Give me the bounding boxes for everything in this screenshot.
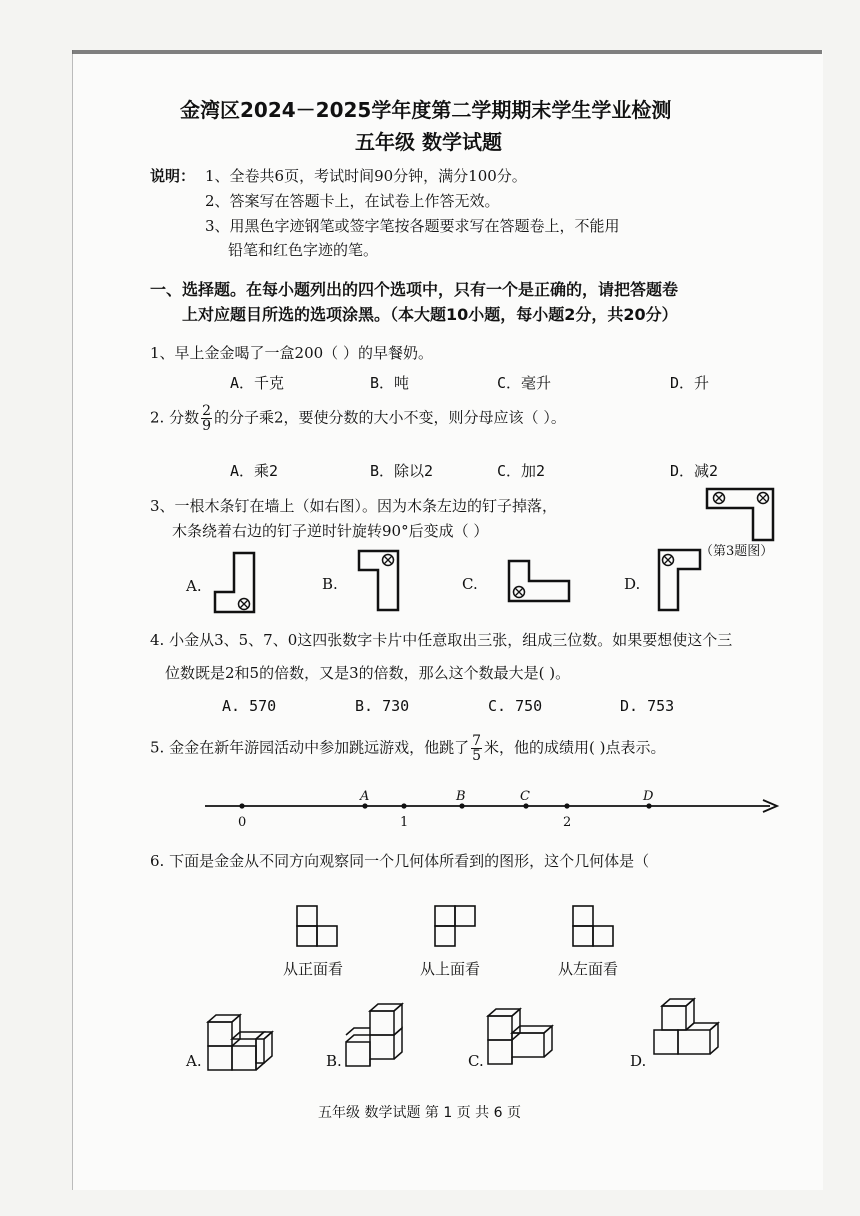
page-footer: 五年级 数学试题 第 1 页 共 6 页 [318, 1105, 521, 1121]
q6-option-a-figure [204, 1012, 280, 1074]
note-3-cont: 铅笔和红色字迹的笔。 [228, 241, 379, 259]
point-label-a: A [360, 789, 370, 804]
q6-option-c-label: C. [468, 1052, 484, 1070]
q4-line2: 位数既是2和5的倍数，又是3的倍数，那么这个数最大是( )。 [165, 664, 571, 682]
note-1: 1、全卷共6页，考试时间90分钟，满分100分。 [205, 167, 527, 185]
front-view-figure [296, 905, 340, 949]
q5-fraction [471, 734, 482, 763]
q3-option-c-label: C. [462, 575, 478, 593]
q2-frac-den: 9 [202, 418, 212, 434]
point-label-d: D [643, 789, 654, 804]
notes-label: 说明： [150, 167, 196, 185]
note-3: 3、用黑色字迹钢笔或签字笔按各题要求写在答题卷上，不能用 [205, 217, 620, 235]
note-2: 2、答案写在答题卡上，在试卷上作答无效。 [205, 192, 500, 210]
q2-text [150, 404, 566, 433]
q2-option-d: D．减2 [670, 462, 719, 480]
q1-option-a: A．千克 [230, 374, 285, 392]
q3-figure-caption: （第3题图） [700, 544, 774, 559]
q4-option-d: D. 753 [620, 697, 675, 715]
scan-top-edge [72, 50, 822, 54]
q4-option-c: C. 750 [488, 697, 543, 715]
q2-frac-num: 2 [202, 403, 212, 419]
nail-icon [758, 493, 769, 504]
tick-label-0: 0 [238, 815, 247, 830]
top-view-caption: 从上面看 [420, 960, 481, 978]
q5-prefix: 5. 金金在新年游园活动中参加跳远游戏，他跳了 [150, 738, 470, 757]
q3-option-d-label: D. [624, 575, 641, 593]
q6-option-a-label: A. [186, 1052, 202, 1070]
q3-line2: 木条绕着右边的钉子逆时针旋转90°后变成（ ） [172, 522, 489, 540]
q5-frac-den: 5 [472, 748, 482, 764]
q6-option-b-label: B. [326, 1052, 342, 1070]
q2-option-a: A．乘2 [230, 462, 279, 480]
q6-text: 6. 下面是金金从不同方向观察同一个几何体所看到的图形，这个几何体是（ [150, 852, 650, 870]
tick-label-1: 1 [400, 815, 409, 830]
left-view-figure [572, 905, 616, 949]
q1-option-d: D．升 [670, 374, 710, 392]
q3-option-c-figure [508, 560, 572, 604]
section1-heading-cont: 上对应题目所选的选项涂黑。（本大题10小题，每小题2分，共20分） [182, 305, 678, 324]
q3-option-a-label: A. [186, 577, 202, 595]
q3-option-d-figure [658, 549, 706, 613]
q3-option-b-figure [358, 550, 406, 612]
point-label-b: B [456, 789, 466, 804]
q3-option-a-figure [214, 552, 262, 614]
tick-label-2: 2 [563, 815, 572, 830]
q3-line1: 3、一根木条钉在墙上（如右图）。因为木条左边的钉子掉落， [150, 497, 558, 515]
q5-frac-num: 7 [472, 733, 482, 749]
q3-option-b-label: B. [322, 575, 338, 593]
exam-title: 金湾区2024－2025学年度第二学期期末学生学业检测 [180, 98, 672, 122]
point-label-c: C [520, 789, 530, 804]
q4-option-b: B. 730 [355, 697, 410, 715]
q5-text [150, 734, 666, 763]
nail-icon [714, 493, 725, 504]
q5-number-line [200, 786, 785, 836]
q4-line1: 4. 小金从3、5、7、0这四张数字卡片中任意取出三张，组成三位数。如果要想使这个三 [150, 631, 733, 649]
q6-option-d-figure [650, 998, 726, 1070]
q1-option-b: B．吨 [370, 374, 410, 392]
left-view-caption: 从左面看 [558, 960, 619, 978]
q3-reference-figure [706, 488, 776, 543]
front-view-caption: 从正面看 [283, 960, 344, 978]
exam-subtitle: 五年级 数学试题 [355, 130, 502, 154]
q6-option-b-figure [342, 1002, 418, 1074]
q1-option-c: C．毫升 [497, 374, 552, 392]
q6-option-c-figure [484, 1006, 560, 1074]
q2-prefix: 2. 分数 [150, 408, 200, 427]
q2-suffix: 的分子乘2，要使分数的大小不变，则分母应该（ ）。 [214, 408, 566, 427]
q1-text: 1、早上金金喝了一盒200（ ）的早餐奶。 [150, 344, 433, 362]
q4-option-a: A. 570 [222, 697, 277, 715]
q2-option-c: C．加2 [497, 462, 546, 480]
q5-suffix: 米，他的成绩用( )点表示。 [484, 738, 666, 757]
q2-fraction [201, 404, 212, 433]
top-view-figure [434, 905, 478, 949]
q2-option-b: B．除以2 [370, 462, 434, 480]
q6-option-d-label: D. [630, 1052, 647, 1070]
section1-heading: 一、选择题。在每小题列出的四个选项中，只有一个是正确的，请把答题卷 [150, 280, 679, 299]
